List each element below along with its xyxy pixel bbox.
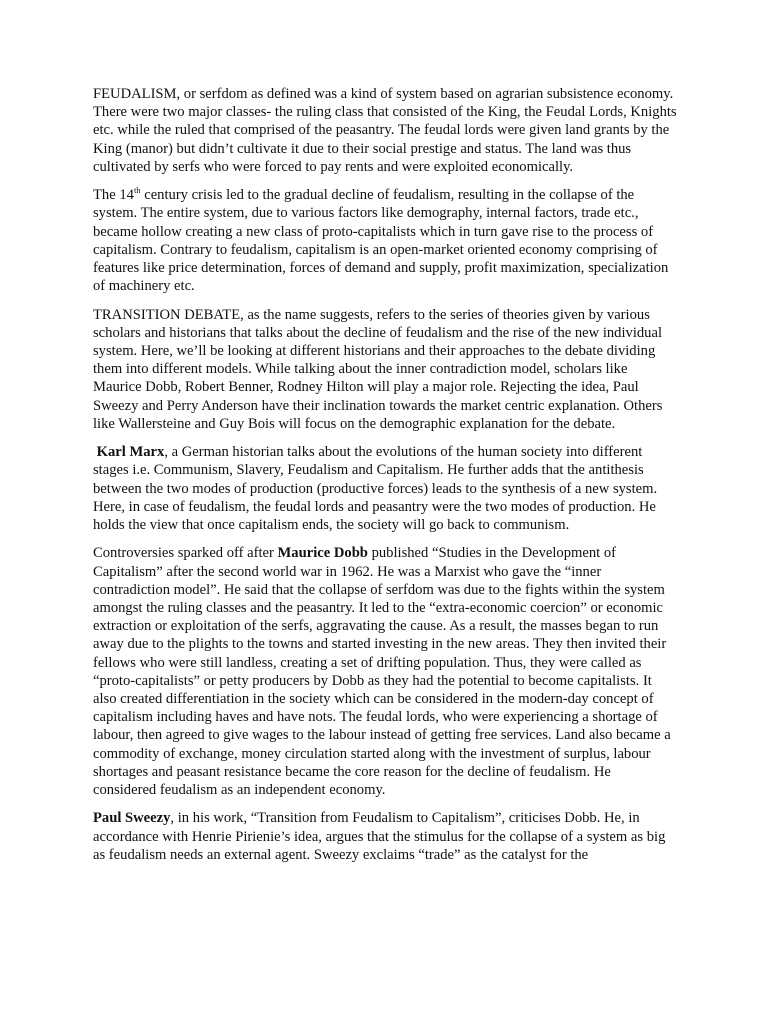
paragraph-transition-debate xyxy=(93,306,677,433)
ordinal-superscript: th xyxy=(133,185,141,196)
paragraph-feudalism xyxy=(93,85,677,176)
bold-name-karl-marx: Karl Marx xyxy=(96,444,165,461)
paragraph-text: , a German historian talks about the evolutions of the human society into different stages i.e. Communism, Slavery, Feudalism and Capitalism. He further adds that the antithesis between the two modes of production (productive forces) leads to the synthesis of a new system. Here, in case of feudalism, the feudal lords and peasantry were the two modes of production. He holds the view that once capitalism ends, the society will go back to communism. xyxy=(93,444,658,534)
document-page xyxy=(93,85,677,874)
paragraph-karl-marx xyxy=(93,443,677,534)
paragraph-text-start: Controversies sparked off after xyxy=(93,545,278,562)
paragraph-text-rest: century crisis led to the gradual decline of feudalism, resulting in the collapse of the system. The entire system, due to various factors like demography, internal factors, trade etc., became hollow creating a new class of proto-capitalists which in turn gave rise to the process of capitalism. Contrary to feudalism, capitalism is an open-market oriented economy comprising of features like price determination, forces of demand and supply, profit maximization, specialization of machinery etc. xyxy=(93,187,669,295)
paragraph-text: , in his work, “Transition from Feudalism to Capitalism”, criticises Dobb. He, in accordance with Henrie Pirienie’s idea, argues that the stimulus for the collapse of a system as big as feudalism needs an external agent. Sweezy exclaims “trade” as the catalyst for the xyxy=(93,810,666,863)
bold-name-maurice-dobb: Maurice Dobb xyxy=(277,545,368,562)
bold-name-paul-sweezy: Paul Sweezy xyxy=(93,810,171,827)
paragraph-14th-century-crisis xyxy=(93,186,677,295)
paragraph-paul-sweezy xyxy=(93,809,677,864)
paragraph-text-start: The 14 xyxy=(93,187,134,204)
paragraph-text-rest: published “Studies in the Development of Capitalism” after the second world war in 1962. He was a Marxist who gave the “inner contradiction model”. He said that the collapse of serfdom was due to the fights within the system amongst the ruling classes and the peasantry. It led to the “extra-economic coercion” or economic extraction or exploitation of the serfs, aggravating the cause. As a result, the masses began to run away due to the plights to the towns and started investing in the new areas. They then invited their fellows who were still landless, creating a set of drifting population. Thus, they were called as “proto-capitalists” or petty producers by Dobb as they had the potential to become capitalists. It also created differentiation in the society which can be considered in the modern-day concept of capitalism including haves and have nots. The feudal lords, who were experiencing a shortage of labour, then agreed to give wages to the labour instead of getting free services. Land also became a commodity of exchange, money circulation started along with the investment of surplus, labour shortages and peasant resistance became the core reason for the decline of feudalism. He considered feudalism as an independent economy. xyxy=(93,545,671,799)
paragraph-text: TRANSITION DEBATE, as the name suggests, refers to the series of theories given by various scholars and historians that talks about the decline of feudalism and the rise of the new individual system. Here, we’ll be looking at different historians and their approaches to the debate dividing them into different models. While talking about the inner contradiction model, scholars like Maurice Dobb, Robert Benner, Rodney Hilton will play a major role. Rejecting the idea, Paul Sweezy and Perry Anderson have their inclination towards the market centric explanation. Others like Wallersteine and Guy Bois will focus on the demographic explanation for the debate. xyxy=(93,306,663,432)
paragraph-maurice-dobb xyxy=(93,544,677,799)
paragraph-text: FEUDALISM, or serfdom as defined was a kind of system based on agrarian subsistence economy. There were two major classes- the ruling class that consisted of the King, the Feudal Lords, Knights etc. while the ruled that comprised of the peasantry. The feudal lords were given land grants by the King (manor) but didn’t cultivate it due to their social prestige and status. The land was thus cultivated by serfs who were forced to pay rents and were exploited economically. xyxy=(93,86,677,175)
